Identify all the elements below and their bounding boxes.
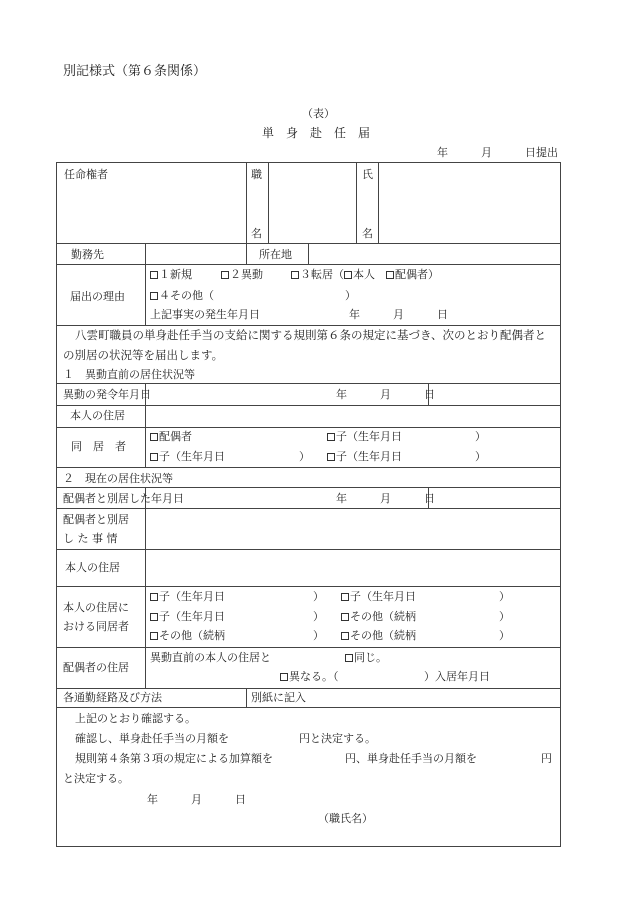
confirm-line-2b: 円と決定する。 — [299, 732, 376, 745]
rule — [308, 243, 309, 265]
position-field[interactable] — [270, 164, 354, 242]
confirm-line-3b: 円、単身赴任手当の月額を — [345, 752, 477, 765]
confirm-line-2a: 確認し、単身赴任手当の月額を — [75, 732, 229, 745]
intro-line-1: 八雲町職員の単身赴任手当の支給に関する規則第６条の規定に基づき、次のとおり配偶者と — [75, 328, 547, 342]
checkbox[interactable] — [291, 271, 299, 279]
checkbox[interactable] — [345, 654, 353, 662]
side-label: （表） — [302, 107, 335, 120]
checkbox[interactable] — [341, 632, 349, 640]
section2-heading: ２ 現在の居住状況等 — [63, 472, 173, 485]
occurrence-date-label: 上記事実の発生年月日 — [150, 308, 260, 321]
checkbox[interactable] — [280, 673, 288, 681]
form-title: 単 身 赴 任 届 — [262, 126, 371, 140]
appointer-field[interactable] — [58, 184, 244, 240]
checkbox[interactable] — [150, 453, 158, 461]
rule — [56, 647, 561, 648]
separation-reason-field[interactable] — [147, 510, 558, 547]
reason-label: 届出の理由 — [70, 290, 125, 303]
checkbox[interactable] — [150, 292, 158, 300]
current-other-3: その他（続柄 — [341, 630, 416, 641]
cohabitant-spouse: 配偶者 — [150, 431, 192, 442]
cohabitant-child-c: 子（生年月日 — [327, 451, 402, 462]
rule — [356, 162, 357, 244]
checkbox[interactable] — [221, 271, 229, 279]
reason-option-other: ４その他（ — [150, 290, 214, 301]
reason-option-move: ３転居（ 本人 配偶者） — [291, 269, 439, 280]
current-child-1: 子（生年月日 — [150, 591, 225, 602]
rule — [56, 508, 561, 509]
intro-line-2: の別居の状況等を届出します。 — [63, 348, 224, 362]
cohabitant-child-a: 子（生年月日 — [327, 431, 402, 442]
rule — [56, 383, 561, 384]
spouse-address-different: 異なる。（ — [280, 671, 339, 682]
checkbox[interactable] — [150, 433, 158, 441]
cohabitant-child-b-close: ） — [299, 450, 310, 463]
form-reference: 別記様式（第６条関係） — [63, 64, 207, 79]
workplace-label: 勤務先 — [71, 248, 104, 261]
current-child-3-close: ） — [313, 610, 324, 623]
rule — [268, 162, 269, 244]
name-field[interactable] — [380, 164, 558, 242]
table-border-top — [56, 162, 561, 163]
occurrence-date: 年 月 日 — [349, 308, 448, 321]
confirm-line-3c: 円 — [541, 752, 552, 765]
separation-reason-label-1: 配偶者と別居 — [63, 513, 129, 526]
rule — [56, 405, 561, 406]
reason-option-transfer: ２異動 — [221, 269, 263, 280]
checkbox[interactable] — [150, 613, 158, 621]
table-border-bottom — [56, 846, 561, 847]
cohabitant-label: 同 居 者 — [71, 440, 126, 453]
cohabitant-child-c-close: ） — [475, 450, 486, 463]
cohabitant-child-b: 子（生年月日 — [150, 451, 225, 462]
current-child-1-close: ） — [313, 590, 324, 603]
reason-option-new: １新規 — [150, 269, 192, 280]
name-label-bottom: 名 — [362, 227, 373, 240]
location-label: 所在地 — [259, 248, 292, 261]
rule — [145, 487, 146, 689]
current-child-2: 子（生年月日 — [341, 591, 416, 602]
current-other-2-close: ） — [313, 629, 324, 642]
separation-date-label: 配偶者と別居した年月日 — [63, 492, 184, 505]
section1-heading: １ 異動直前の居住状況等 — [63, 368, 195, 381]
checkbox[interactable] — [150, 632, 158, 640]
workplace-field[interactable] — [147, 245, 244, 263]
current-child-3: 子（生年月日 — [150, 611, 225, 622]
location-field[interactable] — [310, 245, 558, 263]
current-child-2-close: ） — [499, 590, 510, 603]
current-cohab-label-1: 本人の住居に — [63, 601, 129, 614]
current-address-field[interactable] — [147, 551, 558, 584]
rule — [56, 427, 561, 428]
position-label-top: 職 — [251, 168, 262, 181]
confirm-line-3a: 規則第４条第３項の規定による加算額を — [75, 752, 273, 765]
current-address-label: 本人の住居 — [65, 561, 120, 574]
order-date-value: 年 月 日 — [336, 388, 435, 401]
rule — [246, 243, 247, 265]
checkbox[interactable] — [327, 433, 335, 441]
commute-value: 別紙に記入 — [251, 691, 306, 704]
checkbox[interactable] — [386, 271, 394, 279]
confirm-date: 年 月 日 — [147, 793, 246, 806]
appointer-label: 任命権者 — [64, 168, 108, 181]
separation-reason-label-2: し た 事 情 — [63, 532, 118, 545]
rule — [56, 688, 561, 689]
spouse-address-label: 配偶者の住居 — [63, 661, 129, 674]
current-other-1: その他（続柄 — [341, 611, 416, 622]
confirm-line-1: 上記のとおり確認する。 — [75, 712, 196, 725]
officer-name: （職氏名） — [318, 812, 373, 825]
rule — [56, 325, 561, 326]
rule — [145, 243, 146, 326]
rule — [56, 586, 561, 587]
rule — [56, 549, 561, 550]
checkbox[interactable] — [341, 593, 349, 601]
rule — [378, 162, 379, 244]
separation-date-value: 年 月 日 — [336, 492, 435, 505]
current-cohab-label-2: おける同居者 — [63, 620, 129, 633]
rule — [246, 688, 247, 708]
current-other-3-close: ） — [499, 629, 510, 642]
spouse-address-different-close: ）入居年月日 — [424, 670, 490, 683]
rule — [56, 487, 561, 488]
current-other-1-close: ） — [499, 610, 510, 623]
confirm-line-4: と決定する。 — [63, 772, 129, 785]
checkbox[interactable] — [327, 453, 335, 461]
rule — [56, 467, 561, 468]
self-address-field[interactable] — [147, 407, 558, 425]
commute-label: 各通勤経路及び方法 — [63, 691, 162, 704]
rule — [246, 162, 247, 244]
checkbox[interactable] — [344, 271, 352, 279]
current-other-2: その他（続柄 — [150, 630, 225, 641]
order-date-label: 異動の発令年月日 — [63, 388, 151, 401]
checkbox[interactable] — [150, 593, 158, 601]
cohabitant-child-a-close: ） — [475, 430, 486, 443]
rule — [56, 707, 561, 708]
self-address-label: 本人の住居 — [70, 409, 125, 422]
spouse-address-same: 同じ。 — [345, 652, 387, 663]
reason-other-close: ） — [345, 289, 356, 302]
position-label-bottom: 名 — [251, 227, 262, 240]
checkbox[interactable] — [150, 271, 158, 279]
checkbox[interactable] — [341, 613, 349, 621]
name-label-top: 氏 — [362, 168, 373, 181]
spouse-address-question: 異動直前の本人の住居と — [150, 651, 271, 664]
submission-date: 年 月 日提出 — [437, 146, 558, 159]
